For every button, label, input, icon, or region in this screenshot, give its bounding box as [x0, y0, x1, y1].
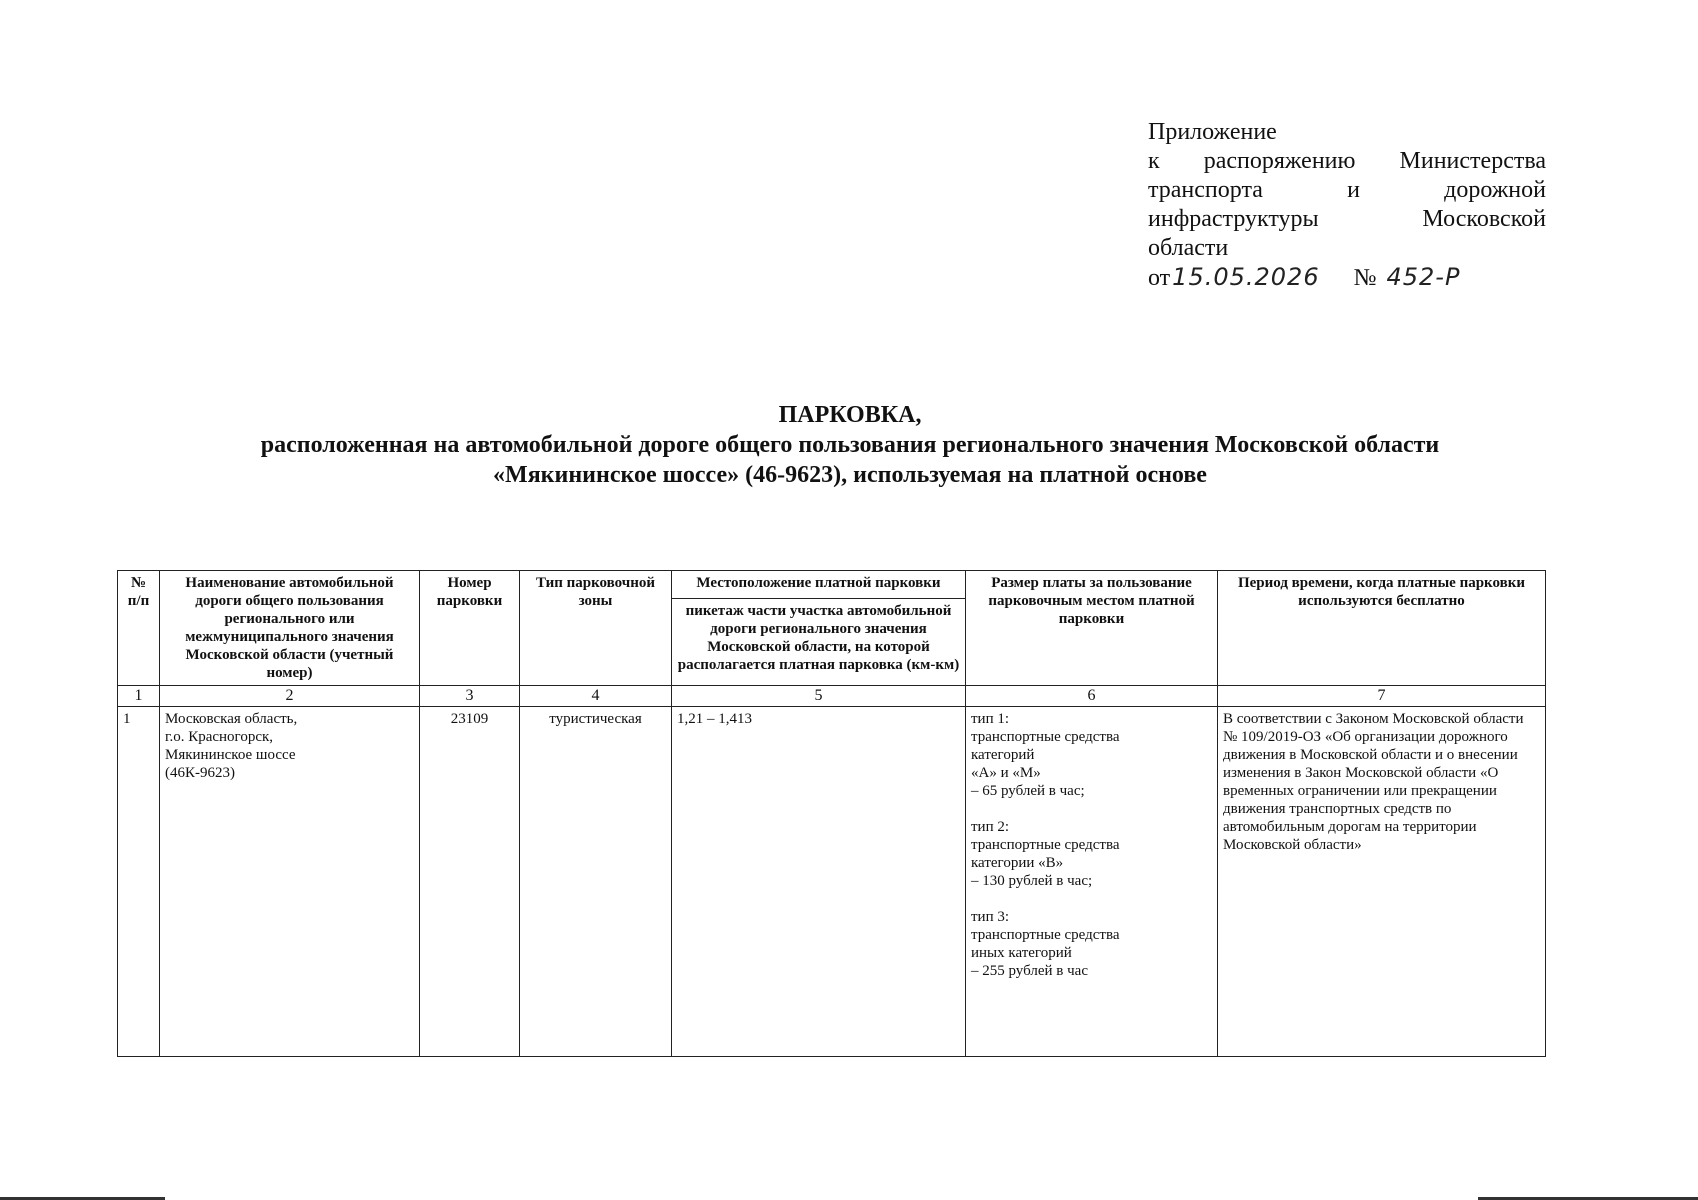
- appendix-line: транспорта и дорожной: [1148, 177, 1546, 203]
- header-zone-type: Тип парковочной зоны: [520, 571, 672, 686]
- appendix-line: к распоряжению Министерства: [1148, 148, 1546, 174]
- fee-gap: [971, 890, 1212, 908]
- road-line: Московская область,: [165, 711, 298, 727]
- cell-zone-type: туристическая: [520, 707, 672, 1057]
- fee-line: категории «В»: [971, 855, 1064, 871]
- cell-road: [160, 707, 420, 1057]
- cell-location: 1,21 – 1,413: [672, 707, 966, 1057]
- header-location-sub: пикетаж части участка автомобильной дороги регионального значения Московской области, на которой располагается платная парковка (км-км): [672, 598, 966, 685]
- header-free-period: Период времени, когда платные парковки используются бесплатно: [1218, 571, 1546, 686]
- fee-line: транспортные средства: [971, 927, 1120, 943]
- fee-line: транспортные средства: [971, 837, 1120, 853]
- fee-line: тип 3:: [971, 909, 1010, 925]
- header-location: Местоположение платной парковки: [672, 571, 966, 599]
- fee-line: – 255 рублей в час: [971, 963, 1088, 979]
- document-title: [100, 400, 1600, 490]
- title-line-2: расположенная на автомобильной дороге общего пользования регионального значения Московской области: [260, 432, 1440, 458]
- fee-line: категорий: [971, 747, 1035, 763]
- column-number-row: [118, 686, 1546, 707]
- column-number: 3: [420, 686, 520, 707]
- column-number: 2: [160, 686, 420, 707]
- parking-table: [117, 570, 1546, 1057]
- number-prefix: №: [1353, 265, 1377, 291]
- header-parking-number: Номер парковки: [420, 571, 520, 686]
- table-header-row: [118, 571, 1546, 599]
- column-number: 1: [118, 686, 160, 707]
- fee-line: – 65 рублей в час;: [971, 783, 1085, 799]
- header-num: № п/п: [118, 571, 160, 686]
- fee-line: «А» и «М»: [971, 765, 1041, 781]
- fee-gap: [971, 800, 1212, 818]
- column-number: 4: [520, 686, 672, 707]
- appendix-line: инфраструктуры Московской: [1148, 206, 1546, 232]
- cell-parking-number: 23109: [420, 707, 520, 1057]
- handwritten-date: 15.05.2026: [1172, 263, 1320, 291]
- column-number: 6: [966, 686, 1218, 707]
- cell-free-period: В соответствии с Законом Московской области № 109/2019-ОЗ «Об организации дорожного движения в Московской области и о внесении изменения в Закон Московской области «О временных ограничении или прекращении движения транспортных средств по автомобильным дорогам на территории Московской области»: [1218, 707, 1546, 1057]
- road-line: Мякининское шоссе: [165, 747, 296, 763]
- date-prefix: от: [1148, 265, 1171, 291]
- fee-line: иных категорий: [971, 945, 1072, 961]
- appendix-header: [1148, 118, 1546, 293]
- road-line: г.о. Красногорск,: [165, 729, 274, 745]
- handwritten-number: 452-Р: [1386, 263, 1461, 291]
- appendix-line: области: [1148, 235, 1229, 261]
- fee-line: транспортные средства: [971, 729, 1120, 745]
- column-number: 7: [1218, 686, 1546, 707]
- header-road: Наименование автомобильной дороги общего пользования регионального или межмуниципального значения Московской области (учетный номер): [160, 571, 420, 686]
- title-line-1: ПАРКОВКА,: [778, 402, 922, 428]
- column-number: 5: [672, 686, 966, 707]
- appendix-line: Приложение: [1148, 119, 1277, 145]
- header-fee: Размер платы за пользование парковочным местом платной парковки: [966, 571, 1218, 686]
- fee-line: тип 1:: [971, 711, 1010, 727]
- road-line: (46К-9623): [165, 765, 235, 781]
- cell-num: 1: [118, 707, 160, 1057]
- cell-fee: [966, 707, 1218, 1057]
- fee-line: тип 2:: [971, 819, 1010, 835]
- table-row: [118, 707, 1546, 1057]
- appendix-date-row: [1148, 263, 1546, 293]
- title-line-3: «Мякининское шоссе» (46-9623), используемая на платной основе: [493, 462, 1207, 488]
- fee-line: – 130 рублей в час;: [971, 873, 1093, 889]
